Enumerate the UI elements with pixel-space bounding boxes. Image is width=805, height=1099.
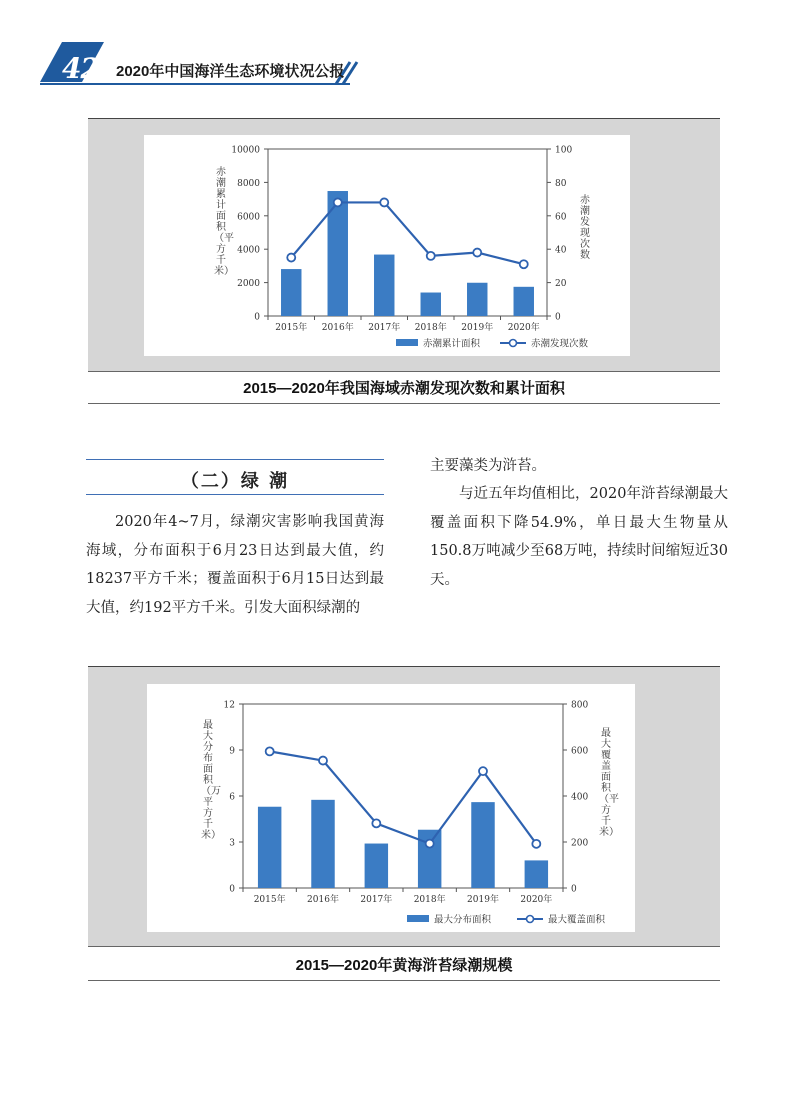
legend-line-label: 赤潮发现次数: [531, 338, 589, 350]
left-tick-label: 10000: [231, 145, 260, 156]
legend-line-marker: [510, 340, 517, 347]
figure1-caption: 2015—2020年我国海域赤潮发现次数和累计面积: [243, 380, 565, 397]
figure2-chart: [147, 684, 635, 932]
left-tick-label: 9: [229, 746, 235, 757]
figure2-chart-box: [147, 684, 635, 932]
left-tick-label: 4000: [237, 245, 260, 256]
x-tick-label: 2020年: [520, 895, 553, 905]
paragraph-left: 2020年4~7月，绿潮灾害影响我国黄海海域，分布面积于6月23日达到最大值，约18237平方千米；覆盖面积于6月15日达到最大值，约192平方千米。引发大面积绿潮的: [86, 514, 384, 616]
paragraph-right-continued: 主要藻类为浒苔。: [430, 458, 546, 474]
paragraph-right: 与近五年均值相比，2020年浒苔绿潮最大覆盖面积下降54.9%，单日最大生物量从150.8万吨减少至68万吨，持续时间缩短近30天。: [430, 486, 728, 588]
legend-bar-label: 最大分布面积: [434, 914, 492, 926]
figure2-bottom-rule: [88, 980, 720, 981]
figure1-right-axis-label: 赤潮发现次数: [580, 195, 590, 261]
line-point-2019年: [473, 249, 481, 257]
x-tick-label: 2015年: [275, 323, 308, 333]
plot-frame: [243, 704, 563, 888]
section-title: （二）绿 潮: [180, 471, 290, 492]
right-tick-label: 0: [555, 312, 561, 323]
figure2-right-axis-label: 最大覆盖面积（平方千米）: [599, 728, 619, 838]
line-point-2015年: [287, 254, 295, 262]
line-point-2020年: [520, 260, 528, 268]
x-tick-label: 2020年: [507, 323, 540, 333]
bar-2018年: [421, 293, 441, 316]
bar-2015年: [281, 269, 301, 316]
x-tick-label: 2019年: [461, 323, 494, 333]
line-point-2020年: [532, 840, 540, 848]
section-rule-bottom: [86, 494, 384, 495]
left-tick-label: 2000: [237, 279, 260, 290]
left-tick-label: 0: [254, 312, 260, 323]
x-tick-label: 2019年: [467, 895, 499, 905]
right-tick-label: 40: [555, 245, 567, 256]
bar-2017年: [365, 844, 388, 888]
bar-2016年: [311, 800, 334, 888]
line-point-2018年: [426, 840, 434, 848]
bar-2019年: [471, 802, 494, 888]
line-point-2018年: [427, 252, 435, 260]
bar-2020年: [514, 287, 534, 316]
left-tick-label: 0: [229, 884, 235, 895]
plot-frame: [268, 149, 547, 316]
legend-bar-swatch: [407, 915, 429, 922]
figure2-left-axis-label: 最大分布面积（万平方千米）: [201, 720, 221, 841]
right-tick-label: 200: [571, 838, 589, 849]
legend-line-marker: [527, 916, 534, 923]
right-tick-label: 0: [571, 884, 577, 895]
x-tick-label: 2018年: [413, 895, 446, 905]
left-tick-label: 6: [229, 792, 235, 803]
bar-2018年: [418, 830, 441, 888]
series-line: [270, 751, 537, 843]
figure1-left-axis-label: 赤潮累计面积（平方千米）: [214, 167, 234, 277]
series-line: [291, 202, 524, 264]
legend-bar-label: 赤潮累计面积: [423, 338, 481, 350]
line-point-2016年: [334, 198, 342, 206]
right-tick-label: 80: [555, 178, 567, 189]
x-tick-label: 2015年: [253, 895, 286, 905]
section-rule-top: [86, 459, 384, 460]
left-tick-label: 8000: [237, 178, 260, 189]
bar-2019年: [467, 283, 487, 316]
figure1-bottom-rule: [88, 403, 720, 404]
x-tick-label: 2017年: [360, 895, 393, 905]
line-point-2019年: [479, 767, 487, 775]
line-point-2015年: [266, 747, 274, 755]
figure2-caption: 2015—2020年黄海浒苔绿潮规模: [295, 957, 513, 974]
x-tick-label: 2016年: [321, 323, 354, 333]
legend-line-label: 最大覆盖面积: [548, 914, 606, 926]
header-title: 2020年中国海洋生态环境状况公报: [116, 63, 345, 80]
page-header: [0, 0, 805, 95]
line-point-2017年: [372, 819, 380, 827]
page-number: 42: [62, 52, 99, 85]
legend-bar-swatch: [396, 339, 418, 346]
right-tick-label: 100: [555, 145, 573, 156]
line-point-2017年: [380, 198, 388, 206]
x-tick-label: 2016年: [307, 895, 339, 905]
figure1-chart-box: [144, 135, 630, 356]
right-tick-label: 800: [571, 700, 589, 711]
bar-2017年: [374, 255, 394, 316]
left-tick-label: 12: [223, 700, 235, 711]
left-tick-label: 6000: [237, 212, 260, 223]
right-tick-label: 20: [555, 279, 567, 290]
right-tick-label: 60: [555, 212, 567, 223]
right-tick-label: 400: [571, 792, 589, 803]
right-tick-label: 600: [571, 746, 589, 757]
left-tick-label: 3: [229, 838, 235, 849]
bar-2015年: [258, 807, 281, 888]
x-tick-label: 2018年: [414, 323, 447, 333]
line-point-2016年: [319, 757, 327, 765]
x-tick-label: 2017年: [368, 323, 401, 333]
bar-2020年: [525, 860, 548, 888]
